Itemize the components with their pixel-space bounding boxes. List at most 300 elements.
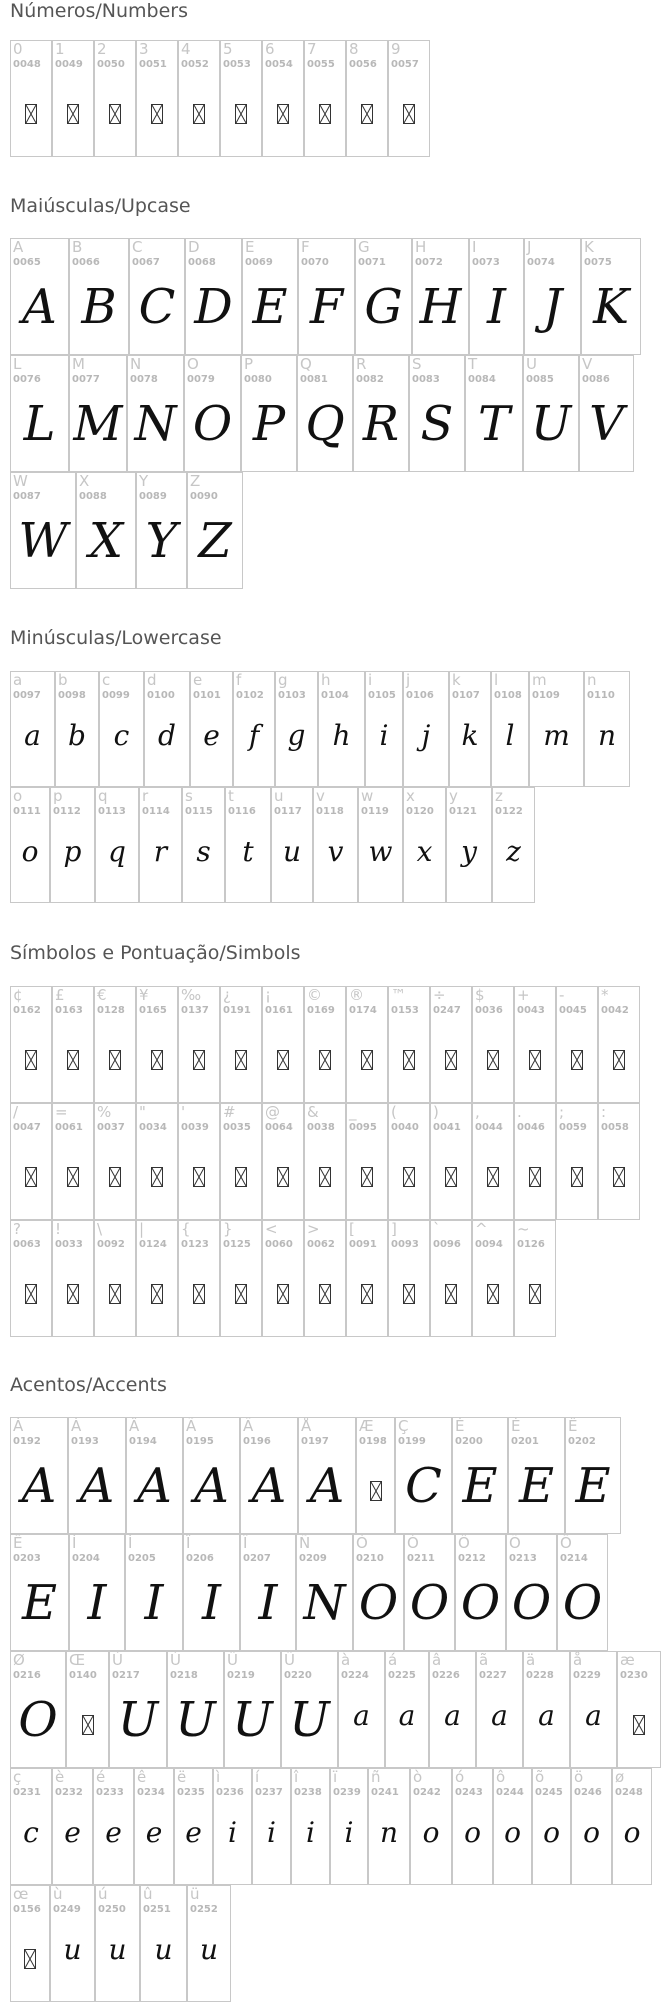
glyph-cell (10, 1534, 69, 1651)
character-code: 0123 (181, 1239, 209, 1250)
character-label: ç (13, 1768, 22, 1786)
character-label: ¿ (223, 986, 231, 1004)
character-label: Õ (509, 1534, 521, 1552)
glyph-cell (262, 1103, 304, 1220)
glyph-cell (94, 1103, 136, 1220)
missing-glyph-icon (361, 1050, 373, 1070)
missing-glyph-icon (67, 1167, 79, 1187)
glyph-cell (10, 355, 69, 472)
character-label: | (139, 1220, 145, 1238)
glyph-cell (93, 1768, 134, 1885)
glyph-cell (403, 671, 449, 787)
glyph-cell (297, 355, 353, 472)
character-code: 0220 (284, 1670, 312, 1681)
character-label: X (79, 472, 90, 490)
character-label: ¢ (13, 986, 23, 1004)
character-label: U (526, 355, 537, 373)
character-label: G (358, 238, 370, 256)
glyph-cell (94, 40, 136, 157)
character-label: 2 (97, 40, 107, 58)
glyph-cell (220, 1220, 262, 1337)
glyph-cell (262, 1220, 304, 1337)
character-code: 0237 (255, 1787, 283, 1798)
character-code: 0070 (301, 257, 329, 268)
character-code: 0089 (139, 491, 167, 502)
glyph-cell (190, 671, 233, 787)
character-label: õ (535, 1768, 545, 1786)
glyph-sample: K (593, 279, 629, 335)
character-code: 0095 (349, 1122, 377, 1133)
character-code: 0246 (574, 1787, 602, 1798)
character-label: B (72, 238, 83, 256)
character-label: % (97, 1103, 112, 1121)
character-code: 0056 (349, 59, 377, 70)
glyph-sample: R (362, 396, 400, 452)
missing-glyph-icon (445, 1050, 457, 1070)
character-code: 0165 (139, 1005, 167, 1016)
character-code: 0119 (361, 806, 389, 817)
character-code: 0049 (55, 59, 83, 70)
glyph-cell (388, 986, 430, 1103)
character-label: ï (333, 1768, 338, 1786)
character-code: 0117 (274, 806, 302, 817)
glyph-sample: i (267, 1816, 276, 1849)
character-label: Ü (284, 1651, 295, 1669)
character-label: Â (129, 1417, 140, 1435)
glyph-cell (10, 787, 50, 903)
character-label: @ (265, 1103, 280, 1121)
character-code: 0219 (227, 1670, 255, 1681)
character-label: w (361, 787, 374, 805)
glyph-sample: Q (305, 396, 345, 452)
character-label: œ (13, 1885, 29, 1903)
character-code: 0060 (265, 1239, 293, 1250)
glyph-sample: E (462, 1458, 498, 1514)
character-label: J (527, 238, 532, 256)
glyph-cell (10, 1417, 68, 1534)
glyph-sample: O (358, 1575, 399, 1631)
section-title: Maiúsculas/Upcase (10, 195, 191, 217)
glyph-sample: E (518, 1458, 555, 1514)
character-label: Î (186, 1534, 191, 1552)
glyph-cell (514, 1220, 556, 1337)
missing-glyph-icon (193, 1167, 205, 1187)
character-label: - (559, 986, 565, 1004)
character-label: / (13, 1103, 19, 1121)
glyph-sample: B (81, 279, 117, 335)
glyph-sample: n (597, 719, 617, 752)
character-code: 0191 (223, 1005, 251, 1016)
character-label: Ò (356, 1534, 368, 1552)
character-code: 0234 (137, 1787, 165, 1798)
glyph-cell (271, 787, 313, 903)
character-label: ä (526, 1651, 536, 1669)
missing-glyph-icon (67, 1284, 79, 1304)
glyph-sample: a (538, 1699, 555, 1732)
character-label: , (475, 1103, 480, 1121)
character-code: 0217 (112, 1670, 140, 1681)
glyph-cell (184, 355, 241, 472)
character-code: 0193 (71, 1436, 99, 1447)
character-label: _ (349, 1103, 357, 1121)
glyph-cell (491, 671, 529, 787)
character-label: : (601, 1103, 607, 1121)
character-label: R (356, 355, 367, 373)
missing-glyph-icon (361, 1167, 373, 1187)
character-label: 7 (307, 40, 317, 58)
glyph-cell (66, 1651, 109, 1768)
glyph-sample: b (68, 719, 86, 752)
glyph-cell (403, 787, 446, 903)
glyph-cell (472, 986, 514, 1103)
glyph-cell (430, 1103, 472, 1220)
character-label: Á (71, 1417, 82, 1435)
character-label: t (228, 787, 234, 805)
character-code: 0078 (130, 374, 158, 385)
character-label: e (193, 671, 203, 689)
missing-glyph-icon (109, 1167, 121, 1187)
character-code: 0247 (433, 1005, 461, 1016)
character-code: 0140 (69, 1670, 97, 1681)
character-label: É (511, 1417, 521, 1435)
missing-glyph-icon (319, 1284, 331, 1304)
glyph-cell (570, 1651, 617, 1768)
character-code: 0251 (143, 1904, 171, 1915)
glyph-cell (136, 1220, 178, 1337)
character-code: 0245 (535, 1787, 563, 1798)
missing-glyph-icon (633, 1715, 645, 1735)
character-label: x (406, 787, 415, 805)
glyph-sample: I (487, 279, 506, 335)
glyph-cell (220, 40, 262, 157)
character-label: Ê (568, 1417, 578, 1435)
character-label: Ë (13, 1534, 23, 1552)
glyph-cell (10, 671, 55, 787)
missing-glyph-icon (403, 1284, 415, 1304)
character-code: 0101 (193, 690, 221, 701)
character-code: 0090 (190, 491, 218, 502)
character-code: 0201 (511, 1436, 539, 1447)
glyph-cell (52, 1103, 94, 1220)
character-label: å (573, 1651, 583, 1669)
character-label: Z (190, 472, 201, 490)
glyph-cell (514, 1103, 556, 1220)
glyph-cell (174, 1768, 213, 1885)
glyph-cell (95, 787, 139, 903)
glyph-cell (136, 986, 178, 1103)
character-label: * (601, 986, 609, 1004)
glyph-cell (529, 671, 584, 787)
character-label: < (265, 1220, 278, 1238)
glyph-cell (10, 238, 69, 355)
character-code: 0058 (601, 1122, 629, 1133)
character-code: 0057 (391, 59, 419, 70)
character-label: Ô (458, 1534, 470, 1552)
glyph-cell (395, 1417, 452, 1534)
glyph-sample: A (137, 1458, 172, 1514)
glyph-sample: J (542, 279, 563, 335)
character-code: 0063 (13, 1239, 41, 1250)
missing-glyph-icon (25, 1050, 37, 1070)
glyph-cell (412, 238, 469, 355)
glyph-sample: x (416, 835, 433, 868)
character-code: 0093 (391, 1239, 419, 1250)
glyph-sample: X (88, 513, 124, 569)
character-code: 0236 (216, 1787, 244, 1798)
glyph-cell (213, 1768, 252, 1885)
character-code: 0128 (97, 1005, 125, 1016)
glyph-cell (129, 238, 185, 355)
glyph-sample: I (87, 1575, 107, 1631)
character-label: ™ (391, 986, 406, 1004)
character-code: 0250 (98, 1904, 126, 1915)
character-code: 0041 (433, 1122, 461, 1133)
glyph-cell (185, 238, 242, 355)
glyph-sample: r (153, 835, 168, 868)
character-code: 0202 (568, 1436, 596, 1447)
character-code: 0074 (527, 257, 555, 268)
glyph-cell (10, 1885, 50, 2002)
missing-glyph-icon (25, 1284, 37, 1304)
character-label: E (245, 238, 255, 256)
glyph-cell (368, 1768, 410, 1885)
character-code: 0040 (391, 1122, 419, 1133)
character-label: Ï (243, 1534, 248, 1552)
character-label: ÷ (433, 986, 446, 1004)
glyph-sample: a (491, 1699, 508, 1732)
character-code: 0096 (433, 1239, 461, 1250)
character-label: ? (13, 1220, 21, 1238)
character-code: 0072 (415, 257, 443, 268)
glyph-cell (183, 1417, 240, 1534)
character-label: h (321, 671, 331, 689)
glyph-cell (55, 671, 99, 787)
character-code: 0038 (307, 1122, 335, 1133)
glyph-cell (275, 671, 318, 787)
glyph-sample: T (477, 396, 510, 452)
glyph-cell (144, 671, 190, 787)
character-code: 0102 (236, 690, 264, 701)
glyph-cell (68, 1417, 126, 1534)
glyph-cell (298, 238, 355, 355)
character-code: 0204 (72, 1553, 100, 1564)
glyph-cell (240, 1534, 296, 1651)
glyph-cell (353, 1534, 404, 1651)
glyph-cell (10, 472, 76, 589)
glyph-sample: e (64, 1816, 81, 1849)
character-label: 9 (391, 40, 401, 58)
missing-glyph-icon (487, 1167, 499, 1187)
glyph-sample: D (194, 279, 233, 335)
character-label: # (223, 1103, 236, 1121)
glyph-cell (50, 787, 95, 903)
glyph-sample: O (562, 1575, 603, 1631)
character-code: 0242 (413, 1787, 441, 1798)
glyph-cell (178, 1103, 220, 1220)
missing-glyph-icon (529, 1284, 541, 1304)
glyph-sample: O (460, 1575, 501, 1631)
glyph-cell (429, 1651, 476, 1768)
glyph-cell (430, 986, 472, 1103)
character-label: b (58, 671, 68, 689)
character-code: 0086 (582, 374, 610, 385)
glyph-cell (469, 238, 524, 355)
character-code: 0162 (13, 1005, 41, 1016)
character-code: 0174 (349, 1005, 377, 1016)
glyph-cell (532, 1768, 571, 1885)
character-label: ñ (371, 1768, 381, 1786)
glyph-sample: u (154, 1933, 173, 1966)
glyph-cell (69, 355, 127, 472)
section-title: Acentos/Accents (10, 1374, 167, 1396)
character-code: 0046 (517, 1122, 545, 1133)
glyph-sample: U (175, 1692, 216, 1748)
character-code: 0076 (13, 374, 41, 385)
character-label: W (13, 472, 28, 490)
glyph-sample: t (242, 835, 254, 868)
glyph-cell (472, 1220, 514, 1337)
glyph-sample: A (194, 1458, 229, 1514)
glyph-cell (598, 986, 640, 1103)
glyph-sample: e (203, 719, 220, 752)
glyph-sample: u (108, 1933, 127, 1966)
glyph-sample: o (21, 835, 39, 868)
glyph-sample: E (21, 1575, 58, 1631)
character-code: 0103 (278, 690, 306, 701)
character-label: z (495, 787, 503, 805)
glyph-cell (10, 1220, 52, 1337)
glyph-cell (430, 1220, 472, 1337)
glyph-sample: H (419, 279, 462, 335)
character-label: ^ (475, 1220, 488, 1238)
character-label: + (517, 986, 530, 1004)
glyph-cell (506, 1534, 557, 1651)
character-code: 0192 (13, 1436, 41, 1447)
missing-glyph-icon (67, 1050, 79, 1070)
character-code: 0094 (475, 1239, 503, 1250)
character-code: 0109 (532, 690, 560, 701)
missing-glyph-icon (193, 1050, 205, 1070)
glyph-sample: v (327, 835, 344, 868)
glyph-cell (523, 355, 579, 472)
character-code: 0196 (243, 1436, 271, 1447)
glyph-sample: a (24, 719, 41, 752)
character-label: [ (349, 1220, 355, 1238)
missing-glyph-icon (277, 104, 289, 124)
missing-glyph-icon (25, 104, 37, 124)
missing-glyph-icon (277, 1167, 289, 1187)
glyph-cell (508, 1417, 565, 1534)
glyph-sample: e (145, 1816, 163, 1849)
character-code: 0069 (245, 257, 273, 268)
character-code: 0214 (560, 1553, 588, 1564)
character-label: ô (496, 1768, 506, 1786)
glyph-sample: o (422, 1816, 440, 1849)
glyph-cell (95, 1885, 140, 2002)
glyph-sample: G (364, 279, 403, 335)
glyph-sample: N (134, 396, 177, 452)
character-code: 0079 (187, 374, 215, 385)
glyph-cell (252, 1768, 291, 1885)
character-code: 0059 (559, 1122, 587, 1133)
character-code: 0091 (349, 1239, 377, 1250)
glyph-cell (304, 40, 346, 157)
glyph-sample: i (344, 1816, 354, 1849)
character-code: 0088 (79, 491, 107, 502)
glyph-sample: Y (145, 513, 178, 569)
glyph-cell (178, 986, 220, 1103)
character-code: 0097 (13, 690, 41, 701)
character-label: Q (300, 355, 312, 373)
character-label: H (415, 238, 427, 256)
glyph-sample: U (289, 1692, 330, 1748)
glyph-cell (404, 1534, 455, 1651)
glyph-sample: s (196, 835, 211, 868)
glyph-cell (69, 238, 129, 355)
glyph-cell (524, 238, 581, 355)
character-code: 0045 (559, 1005, 587, 1016)
character-label: ê (137, 1768, 147, 1786)
character-code: 0224 (341, 1670, 369, 1681)
character-code: 0124 (139, 1239, 167, 1250)
missing-glyph-icon (235, 1167, 247, 1187)
character-code: 0084 (468, 374, 496, 385)
glyph-cell (296, 1534, 353, 1651)
character-code: 0227 (479, 1670, 507, 1681)
character-label: I (472, 238, 477, 256)
character-code: 0064 (265, 1122, 293, 1133)
glyph-sample: o (583, 1816, 600, 1849)
character-code: 0199 (398, 1436, 426, 1447)
character-label: à (341, 1651, 351, 1669)
glyph-cell (493, 1768, 532, 1885)
missing-glyph-icon (151, 1167, 163, 1187)
character-label: À (13, 1417, 24, 1435)
glyph-sample: O (409, 1575, 450, 1631)
glyph-sample: A (79, 1458, 115, 1514)
glyph-sample: A (251, 1458, 287, 1514)
glyph-cell (355, 238, 412, 355)
character-label: i (368, 671, 373, 689)
glyph-cell (446, 787, 492, 903)
glyph-cell (452, 1768, 493, 1885)
glyph-cell (52, 1768, 93, 1885)
glyph-sample: N (303, 1575, 346, 1631)
glyph-sample: U (117, 1692, 159, 1748)
section-title: Minúsculas/Lowercase (10, 627, 222, 649)
glyph-sample: u (199, 1933, 219, 1966)
glyph-cell (220, 1103, 262, 1220)
character-code: 0225 (388, 1670, 416, 1681)
character-label: Œ (69, 1651, 86, 1669)
missing-glyph-icon (361, 104, 373, 124)
glyph-sample: c (113, 719, 130, 752)
character-code: 0067 (132, 257, 160, 268)
character-code: 0209 (299, 1553, 327, 1564)
glyph-sample: O (511, 1575, 552, 1631)
character-label: ì (216, 1768, 221, 1786)
character-code: 0211 (407, 1553, 435, 1564)
glyph-sample: z (506, 835, 521, 868)
character-label: Y (139, 472, 149, 490)
character-code: 0110 (587, 690, 615, 701)
glyph-cell (304, 986, 346, 1103)
glyph-cell (556, 986, 598, 1103)
character-label: € (97, 986, 107, 1004)
glyph-cell (242, 238, 298, 355)
glyph-cell (356, 1417, 395, 1534)
character-label: f (236, 671, 242, 689)
